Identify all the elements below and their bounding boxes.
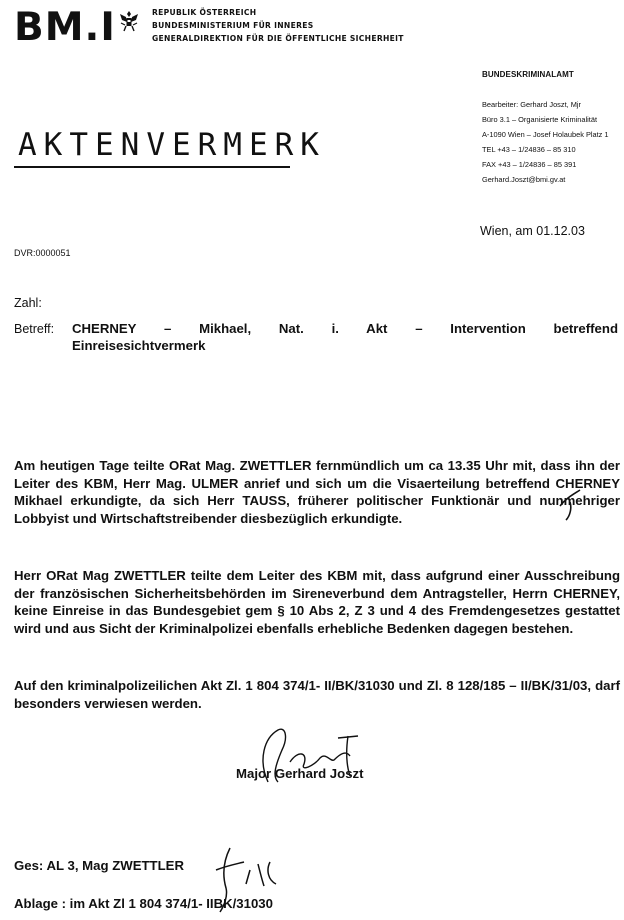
handwritten-initials-icon [200, 840, 290, 915]
document-title: AKTENVERMERK [18, 127, 326, 163]
sender-department: Büro 3.1 – Organisierte Kriminalität [482, 115, 598, 124]
sender-fax: FAX +43 – 1/24836 – 85 391 [482, 160, 577, 169]
handwritten-tick-icon [556, 484, 596, 524]
signer-name: Major Gerhard Joszt [236, 766, 364, 781]
ministry-line-directorate: GENERALDIREKTION FÜR DIE ÖFFENTLICHE SICHERHEIT [152, 34, 404, 43]
paragraph-3: Auf den kriminalpolizeilichen Akt Zl. 1 804 374/1- II/BK/31030 und Zl. 8 128/185 – II/BK/31/03, darf besonders verwiesen werden. [14, 678, 620, 711]
betreff-line-1: CHERNEY – Mikhael, Nat. i. Akt – Intervention betreffend [72, 321, 618, 336]
paragraph-1: Am heutigen Tage teilte ORat Mag. ZWETTLER fernmündlich um ca 13.35 Uhr mit, dass ihn der Leiter des KBM, Herr Mag. ULMER anrief und sich um die Visaerteilung betreffend CHERNEY Mikhael erkundigte, da sich Herr TAUSS, früherer politischer Funktionär und nunmehriger Lobbyist und Wirtschaftstreibender diesbezüglich erkundigte. [14, 458, 620, 526]
sender-office: BUNDESKRIMINALAMT [482, 70, 574, 79]
distribution-ges: Ges: AL 3, Mag ZWETTLER [14, 858, 184, 873]
sender-details [482, 97, 609, 187]
dvr-number: DVR:0000051 [14, 248, 71, 258]
sender-address: A-1090 Wien – Josef Holaubek Platz 1 [482, 130, 609, 139]
sender-phone: TEL +43 – 1/24836 – 85 310 [482, 145, 576, 154]
date-line: Wien, am 01.12.03 [480, 224, 585, 238]
zahl-label: Zahl: [14, 296, 42, 310]
ministry-line-ministry: BUNDESMINISTERIUM FÜR INNERES [152, 21, 314, 30]
eagle-coat-of-arms-icon [118, 8, 140, 34]
paragraph-2: Herr ORat Mag ZWETTLER teilte dem Leiter des KBM mit, dass aufgrund einer Ausschreibung der französischen Sicherheitsbehörden im Sireneverbund dem Antragsteller, Herrn CHERNEY, keine Einreise in das Bundesgebiet gem § 10 Abs 2, Z 3 und 4 des Fremdengesetzes gestattet wird und aus Sicht der Kriminalpolizei ebenfalls erhebliche Bedenken dagegen bestehen. [14, 568, 620, 636]
title-underline [14, 166, 290, 168]
ministry-header [152, 6, 404, 45]
sender-officer: Bearbeiter: Gerhard Joszt, Mjr [482, 100, 581, 109]
sender-email: Gerhard.Joszt@bmi.gv.at [482, 175, 566, 184]
betreff-label: Betreff: [14, 322, 55, 336]
ministry-line-republic: REPUBLIK ÖSTERREICH [152, 8, 257, 17]
betreff-line-2: Einreisesichtvermerk [72, 338, 206, 353]
ministry-logo: BM.I [14, 5, 116, 50]
distribution-ablage: Ablage : im Akt Zl 1 804 374/1- IIBK/31030 [14, 896, 273, 911]
